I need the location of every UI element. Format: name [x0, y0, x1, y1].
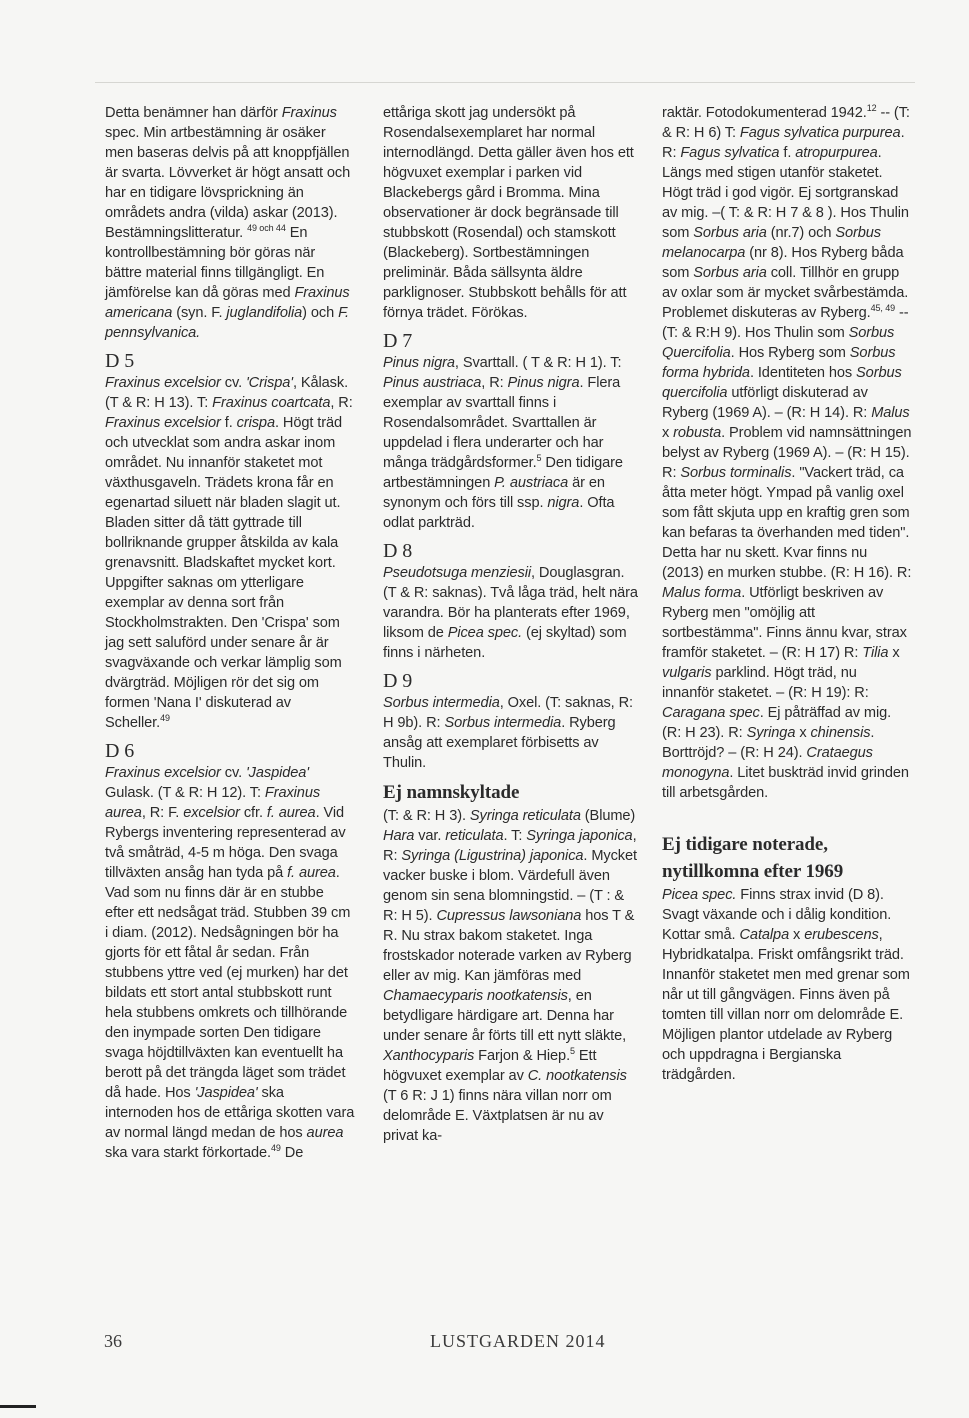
column-3	[662, 103, 912, 1085]
column-2	[383, 103, 638, 1146]
col2-intro-paragraph: ettåriga skott jag undersökt på Rosendalsexemplaret har normal internodlängd. Detta gäller även hos ett högvuxet exemplar i parken vid Blackebergs gård i Bromma. Mina observationer är dock begränsade till stubbskott (Rosendal) och stamskott (Blackeberg). Sortbestämningen preliminär. Båda sällsynta äldre parklignoser. Stubbskott behålls för att förnya trädet. Förökas.	[383, 105, 634, 321]
page-number: 36	[104, 1331, 122, 1351]
col1-intro-paragraph: Detta benämner han därför Fraxinus spec. Min artbestämning är osäker men baseras delvis på att knoppfjällen är svarta. Lövverket är högt ansatt och har en tidigare lövsprickning än områdets andra (vilda) askar (2013). Bestämningslitteratur. $^{49 och 44}$ En kontrollbestämning bör göras när bättre material finns tillgängligt. En jämförelse kan då göras med Fraxinus americana (syn. F. juglandifolia) och F. pennsylvanica.	[105, 105, 351, 341]
d6-heading: D 6	[105, 740, 135, 762]
running-title: LUSTGARDEN 2014	[430, 1331, 606, 1351]
d5-paragraph: Fraxinus excelsior cv. 'Crispa', Kålask. (T & R: H 13). T: Fraxinus coartcata, R: Fraxinus excelsior f. crispa. Högt träd och utvecklat som andra askar inom området. Nu innanför staketet mot växthusgaveln. Trädets krona får en egenartad siluett när bladen slagit ut. Bladen sitter då tätt gyttrade till bollriknande grupper åtskilda av kala grenavsnitt. Bladskaftet mycket kort. Uppgifter saknas om ytterligare exemplar av denna sort från Stockholmstrakten. Den 'Crispa' som jag sett saluförd under senare år är svagväxande och verkar lämplig som dvärgträd. Möjligen rör det sig om formen 'Nana I' diskuterad av Scheller.$^{49}$	[105, 375, 353, 731]
new-since-1969-heading: Ej tidigare noterade, nytillkomna efter 1969	[662, 834, 844, 882]
column-1	[105, 103, 355, 1163]
d8-heading: D 8	[383, 540, 413, 562]
d9-heading: D 9	[383, 670, 413, 692]
top-rule	[95, 82, 915, 83]
ej-namnskyltade-paragraph: (T: & R: H 3). Syringa reticulata (Blume) Hara var. reticulata. T: Syringa japonica, R: Syringa (Ligustrina) japonica. Mycket vacker buske i blom. Värdefull även genom sin sena blomningstid. – (T : & R: H 5). Cupressus lawsoniana hos T & R. Nu strax bakom staketet. Inga frostskador noterade varken av Ryberg eller av mig. Kan jämföras med Chamaecyparis nootkatensis, en betydligare härdigare art. Denna har under senare år förts till ett nytt släkte, Xanthocyparis Farjon & Hiep.$^5$ Ett högvuxet exemplar av C. nootkatensis (T 6 R: J 1) finns nära villan norr om delområde E. Växtplatsen är nu av privat ka-	[383, 808, 637, 1144]
d9-paragraph: Sorbus intermedia, Oxel. (T: saknas, R: H 9b). R: Sorbus intermedia. Ryberg ansåg att exemplaret förbisetts av Thulin.	[383, 695, 633, 771]
d8-paragraph: Pseudotsuga menziesii, Douglasgran. (T & R: saknas). Två låga träd, helt nära varandra. Bör ha planterats efter 1969, liksom de Picea spec. (ej skyltad) som finns i närheten.	[383, 565, 638, 661]
page-footer	[0, 1331, 969, 1355]
d7-heading: D 7	[383, 330, 413, 352]
d7-paragraph: Pinus nigra, Svarttall. ( T & R: H 1). T: Pinus austriaca, R: Pinus nigra. Flera exemplar av svarttall finns i Rosendalsområdet. Svarttallen är uppdelad i flera underarter och har många trädgårdsformer.$^5$ Den tidigare artbestämningen P. austriaca är en synonym och förs till ssp. nigra. Ofta odlat parkträd.	[383, 355, 623, 531]
ej-namnskyltade-heading: Ej namnskyltade	[383, 782, 520, 803]
d5-heading: D 5	[105, 350, 135, 372]
d6-paragraph: Fraxinus excelsior cv. 'Jaspidea' Gulask. (T & R: H 12). T: Fraxinus aurea, R: F. excelsior cfr. f. aurea. Vid Rybergs inventering representerad av två småträd, 4-5 m höga. Den svaga tillväxten ansåg han tyda på f. aurea. Vad som nu finns där är en stubbe efter ett nedsågat träd. Stubben 39 cm i diam. (2012). Nedsågningen bör ha gjorts för ett fåtal år sedan. Från stubbens yttre ved (ej murken) har det bildats ett stort antal stubbskott runt hela stubbens omkrets och tillhörande den inympade sorten Den tidigare svaga höjdtillväxten kan eventuellt ha berott på det trängda läget som trädet då hade. Hos 'Jaspidea' ska internoden hos de ettåriga skotten vara av normal längd medan de hos aurea ska vara starkt förkortade.$^{49}$ De	[105, 765, 355, 1161]
col3-intro-paragraph: raktär. Fotodokumenterad 1942.12 -- (T: & R: H 6) T: Fagus sylvatica purpurea. R: Fagus sylvatica f. atropurpurea. Längs med stigen utanför staketet. Högt träd i god vigör. Ej sortgranskad av mig. –( T: & R: H 7 & 8 ). Hos Thulin som Sorbus aria (nr.7) och Sorbus melanocarpa (nr 8). Hos Ryberg båda som Sorbus aria coll. Tillhör en grupp av oxlar som är mycket svårbestämda. Problemet diskuteras av Ryberg.$^{45, 49}$ -- (T: & R:H 9). Hos Thulin som Sorbus Quercifolia. Hos Ryberg som Sorbus forma hybrida. Identiteten hos Sorbus quercifolia utförligt diskuterad av Ryberg (1969 A). – (R: H 14). R: Malus x robusta. Problem vid namnsättningen belyst av Ryberg (1969 A). – (R: H 15). R: Sorbus torminalis. "Vackert träd, ca åtta meter högt. Ympad på vanlig oxel som fått skjuta upp en kraftig gren som kan befaras ta överhanden med tiden". Detta har nu skett. Kvar finns nu (2013) en murken stubbe. (R: H 16). R: Malus forma. Utförligt beskriven av Ryberg men "omöjlig att sortbestämma". Finns ännu kvar, strax framför staketet. – (R: H 17) R: Tilia x vulgaris parklind. Högt träd, nu innanför staketet. – (R: H 19): R: Caragana spec. Ej påträffad av mig. (R: H 23). R: Syringa x chinensis. Borttröjd? – (R: H 24). Crataegus monogyna. Litet buskträd invid grinden till arbetsgården.	[662, 103, 912, 801]
new-since-1969-paragraph: Picea spec. Finns strax invid (D 8). Svagt växande och i dålig kondition. Kottar små. Catalpa x erubescens, Hybridkatalpa. Friskt omfångsrikt träd. Innanför staketet men med grenar som når ut till gångvägen. Finns även på tomten till villan norr om delområde E. Möjligen plantor utdelade av Ryberg och uppdragna i Bergianska trädgården.	[662, 887, 910, 1083]
scan-edge-mark	[0, 1405, 36, 1408]
